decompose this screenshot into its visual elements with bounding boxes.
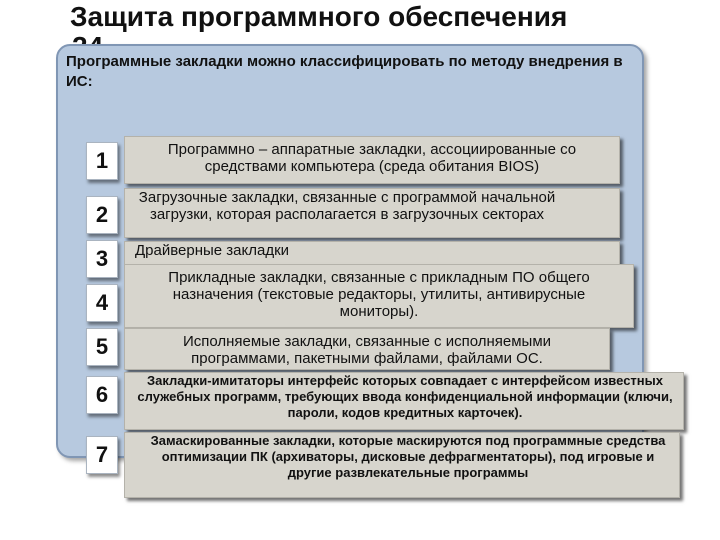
item-box-2 [124, 188, 620, 238]
item-number-7: 7 [86, 436, 118, 474]
title-text: Защита программного обеспечения [70, 1, 568, 32]
item-number-6: 6 [86, 376, 118, 414]
item-box-4 [124, 264, 634, 328]
item-box-1 [124, 136, 620, 184]
intro-text: Программные закладки можно классифицировать по методу внедрения в ИС: [66, 53, 623, 90]
item-number-4: 4 [86, 284, 118, 322]
item-box-3 [124, 241, 620, 265]
item-box-6 [124, 372, 684, 430]
item-text-3: Драйверные закладки [135, 242, 290, 259]
item-number-2: 2 [86, 196, 118, 234]
item-number-1: 1 [86, 142, 118, 180]
item-box-7 [124, 432, 680, 498]
item-text-2: Загрузочные закладки, связанные с программой начальной загрузки, которая располагается в загрузочных секторах [138, 189, 556, 223]
item-text-1: Программно – аппаратные закладки, ассоциированные со средствами компьютера (среда обитания BIOS) [167, 141, 577, 175]
item-box-5 [124, 328, 610, 370]
item-number-5: 5 [86, 328, 118, 366]
item-text-7: Замаскированные закладки, которые маскируются под программные средства оптимизации ПК (архиваторы, дисковые дефрагментаторы), под игровые и другие развлекательные программы [150, 433, 666, 480]
item-text-4: Прикладные закладки, связанные с прикладным ПО общего назначения (текстовые редакторы, утилиты, антивирусные мониторы). [168, 269, 590, 320]
page-title [70, 0, 710, 44]
item-number-3: 3 [86, 240, 118, 278]
item-text-5: Исполняемые закладки, связанные с исполняемыми программами, пакетными файлами, файлами ОС. [182, 333, 552, 367]
item-text-6: Закладки-имитаторы интерфейс которых совпадает с интерфейсом известных служебных программ, требующих ввода конфиденциальной информации (ключи, пароли, кодов кредитных карточек). [137, 373, 673, 420]
